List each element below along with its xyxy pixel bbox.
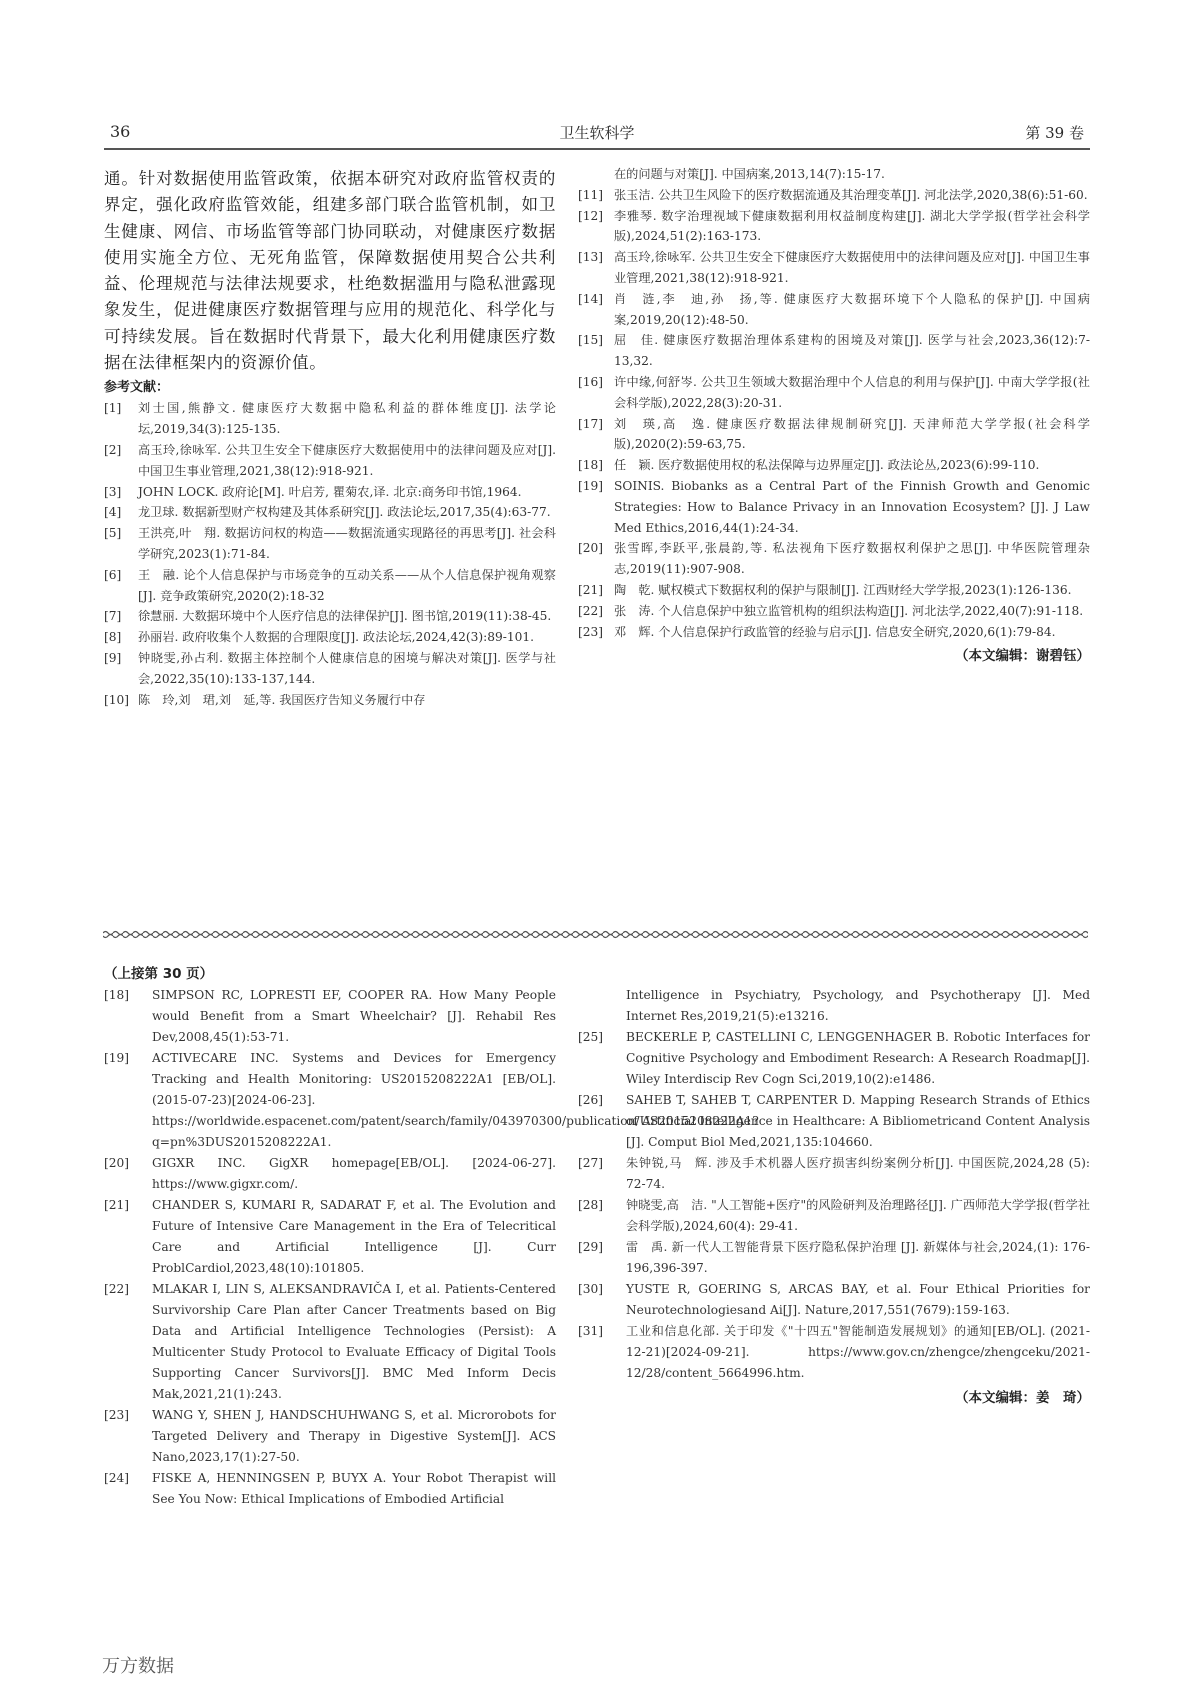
watermark: 万方数据	[102, 1656, 174, 1677]
page-number: 36	[110, 122, 131, 141]
reference-item: [2] 高玉玲,徐咏军. 公共卫生安全下健康医疗大数据使用中的法律问题及应对[J]. 中国卫生事业管理,2021,38(12):918-921.	[104, 442, 556, 478]
volume-label: 第 39 卷	[1025, 124, 1084, 142]
reference-item: [26] SAHEB T, SAHEB T, CARPENTER D. Mapping Research Strands of Ethics of Artificial Intelligence in Healthcare: A Bibliometricand Content Analysis [J]. Comput Biol Med,2021,135:104660.	[578, 1093, 1090, 1149]
reference-item: [17] 刘 瑛,高 逸. 健康医疗数据法律规制研究[J]. 天津师范大学学报(社会科学版),2020(2):59-63,75.	[578, 416, 1090, 452]
top-left-column	[104, 166, 556, 710]
bottom-left-column	[104, 963, 759, 1510]
reference-item: [22] MLAKAR I, LIN S, ALEKSANDRAVIČA I, et al. Patients-Centered Survivorship Care Plan after Cancer Treatments based on Big Data and Artificial Intelligence Technologies (Persist): A Multicenter Study Protocol to Evaluate Efficacy of Digital Tools Supporting Cancer Survivors[J]. BMC Med Inform Decis Mak,2021,21(1):243.	[104, 1282, 556, 1401]
reference-item: [27] 朱钟锐,马 辉. 涉及手术机器人医疗损害纠纷案例分析[J]. 中国医院,2024,28 (5): 72-74.	[578, 1156, 1090, 1191]
reference-item: [9] 钟晓雯,孙占利. 数据主体控制个人健康信息的困境与解决对策[J]. 医学与社会,2022,35(10):133-137,144.	[104, 650, 556, 686]
reference-item: [10] 陈 玲,刘 珺,刘 延,等. 我国医疗告知义务履行中存	[104, 692, 426, 707]
reference-item: [28] 钟晓雯,高 洁. "人工智能+医疗"的风险研判及治理路径[J]. 广西师范大学学报(哲学社会科学版),2024,60(4): 29-41.	[578, 1198, 1090, 1233]
reference-item: [23] 邓 辉. 个人信息保护行政监管的经验与启示[J]. 信息安全研究,2020,6(1):79-84.	[578, 624, 1056, 639]
reference-item: [20] GIGXR INC. GigXR homepage[EB/OL]. [2024-06-27]. https://www.gigxr.com/.	[104, 1156, 556, 1191]
reference-item: [22] 张 涛. 个人信息保护中独立监管机构的组织法构造[J]. 河北法学,2022,40(7):91-118.	[578, 603, 1084, 618]
reference-item: [21] 陶 乾. 赋权模式下数据权利的保护与限制[J]. 江西财经大学学报,2023(1):126-136.	[578, 582, 1072, 597]
reference-continuation: Intelligence in Psychiatry, Psychology, and Psychotherapy [J]. Med Internet Res,2019,21(5):e13216.	[626, 988, 1090, 1023]
reference-item: [11] 张玉洁. 公共卫生风险下的医疗数据流通及其治理变革[J]. 河北法学,2020,38(6):51-60.	[578, 187, 1088, 202]
bottom-right-column	[578, 985, 1090, 1409]
body-paragraph: 通。针对数据使用监管政策，依据本研究对政府监管权责的界定，强化政府监管效能，组建多部门联合监管机制，如卫生健康、网信、市场监管等部门协同联动，对健康医疗数据使用实施全方位、无死角监管，保障数据使用契合公共利益、伦理规范与法律法规要求，杜绝数据滥用与隐私泄露现象发生，促进健康医疗数据管理与应用的规范化、科学化与可持续发展。旨在数据时代背景下，最大化利用健康医疗数据在法律框架内的资源价值。	[104, 169, 556, 373]
reference-item: [16] 许中缘,何舒岑. 公共卫生领域大数据治理中个人信息的利用与保护[J]. 中南大学学报(社会科学版),2022,28(3):20-31.	[578, 374, 1090, 410]
editor-credit: （本文编辑：谢碧钰）	[955, 648, 1090, 665]
reference-item: [13] 高玉玲,徐咏军. 公共卫生安全下健康医疗大数据使用中的法律问题及应对[J]. 中国卫生事业管理,2021,38(12):918-921.	[578, 250, 1090, 285]
reference-item: [3] JOHN LOCK. 政府论[M]. 叶启芳, 瞿菊农,译. 北京:商务印书馆,1964.	[104, 484, 522, 499]
reference-item: [5] 王洪亮,叶 翔. 数据访问权的构造——数据流通实现路径的再思考[J]. 社会科学研究,2023(1):71-84.	[104, 526, 556, 561]
reference-item: [20] 张雪晖,李跃平,张晨韵,等. 私法视角下医疗数据权利保护之思[J]. 中华医院管理杂志,2019(11):907-908.	[578, 541, 1090, 577]
reference-continuation: 在的问题与对策[J]. 中国病案,2013,14(7):15-17.	[614, 167, 885, 181]
reference-item: [19] ACTIVECARE INC. Systems and Devices for Emergency Tracking and Health Monitoring: US2015208222A1 [EB/OL]. (2015-07-23)[2024-06-23]. https://worldwide.espacenet.com/patent/search/family/043970300/publication/US2015208222A1? q=pn%3DUS2015208222A1.	[104, 1051, 759, 1149]
top-right-column	[578, 164, 1090, 667]
reference-item: [25] BECKERLE P, CASTELLINI C, LENGGENHAGER B. Robotic Interfaces for Cognitive Psychology and Embodiment Research: A Research Roadmap[J]. Wiley Interdiscip Rev Cogn Sci,2019,10(2):e1486.	[578, 1030, 1090, 1086]
reference-item: [1] 刘士国,熊静文. 健康医疗大数据中隐私利益的群体维度[J]. 法学论坛,2019,34(3):125-135.	[104, 401, 556, 437]
reference-item: [30] YUSTE R, GOERING S, ARCAS BAY, et al. Four Ethical Priorities for Neurotechnologiesand Ai[J]. Nature,2017,551(7679):159-163.	[578, 1282, 1090, 1317]
reference-item: [4] 龙卫球. 数据新型财产权构建及其体系研究[J]. 政法论坛,2017,35(4):63-77.	[104, 505, 551, 520]
page-header	[104, 122, 1090, 150]
reference-item: [15] 屈 佳. 健康医疗数据治理体系建构的困境及对策[J]. 医学与社会,2023,36(12):7-13,32.	[578, 333, 1090, 369]
reference-item: [7] 徐慧丽. 大数据环境中个人医疗信息的法律保护[J]. 图书馆,2019(11):38-45.	[104, 609, 552, 624]
reference-item: [18] 任 颖. 医疗数据使用权的私法保障与边界厘定[J]. 政法论丛,2023(6):99-110.	[578, 458, 1040, 473]
reference-item: [21] CHANDER S, KUMARI R, SADARAT F, et al. The Evolution and Future of Intensive Care Management in the Era of Telecritical Care and Artificial Intelligence [J]. Curr ProblCardiol,2023,48(10):101805.	[104, 1198, 556, 1275]
reference-item: [14] 肖 涟,李 迪,孙 扬,等. 健康医疗大数据环境下个人隐私的保护[J]. 中国病案,2019,20(12):48-50.	[578, 291, 1090, 327]
wavy-divider	[103, 928, 1088, 942]
reference-item: [18] SIMPSON RC, LOPRESTI EF, COOPER RA. How Many People would Benefit from a Smart Wheelchair? [J]. Rehabil Res Dev,2008,45(1):53-71.	[104, 988, 556, 1044]
journal-title: 卫生软科学	[559, 124, 635, 142]
reference-item: [31] 工业和信息化部. 关于印发《"十四五"智能制造发展规划》的通知[EB/OL]. (2021-12-21)[2024-09-21]. https://www.gov.cn/zhengce/zhengceku/2021-12/28/content_5664996.htm.	[578, 1324, 1090, 1380]
reference-item: [6] 王 融. 论个人信息保护与市场竞争的互动关系——从个人信息保护视角观察[J]. 竞争政策研究,2020(2):18-32	[104, 567, 556, 603]
reference-item: [8] 孙丽岩. 政府收集个人数据的合理限度[J]. 政法论坛,2024,42(3):89-101.	[104, 630, 535, 645]
reference-item: [23] WANG Y, SHEN J, HANDSCHUHWANG S, et al. Microrobots for Targeted Delivery and Therapy in Digestive System[J]. ACS Nano,2023,17(1):27-50.	[104, 1408, 556, 1464]
editor-credit: （本文编辑：姜 琦）	[955, 1390, 1090, 1406]
references-heading: 参考文献：	[104, 380, 170, 396]
reference-item: [19] SOINIS. Biobanks as a Central Part of the Finnish Growth and Genomic Strategies: How to Balance Privacy in an Innovation Ecosystem? [J]. J Law Med Ethics,2016,44(1):24-34.	[578, 478, 1090, 535]
reference-item: [12] 李雅琴. 数字治理视域下健康数据利用权益制度构建[J]. 湖北大学学报(哲学社会科学版),2024,51(2):163-173.	[578, 208, 1090, 244]
reference-item: [24] FISKE A, HENNINGSEN P, BUYX A. Your Robot Therapist will See You Now: Ethical Implications of Embodied Artificial	[104, 1471, 556, 1506]
reference-item: [29] 雷 禹. 新一代人工智能背景下医疗隐私保护治理 [J]. 新媒体与社会,2024,(1): 176-196,396-397.	[578, 1240, 1090, 1275]
continued-from-label: （上接第 30 页）	[104, 966, 214, 982]
